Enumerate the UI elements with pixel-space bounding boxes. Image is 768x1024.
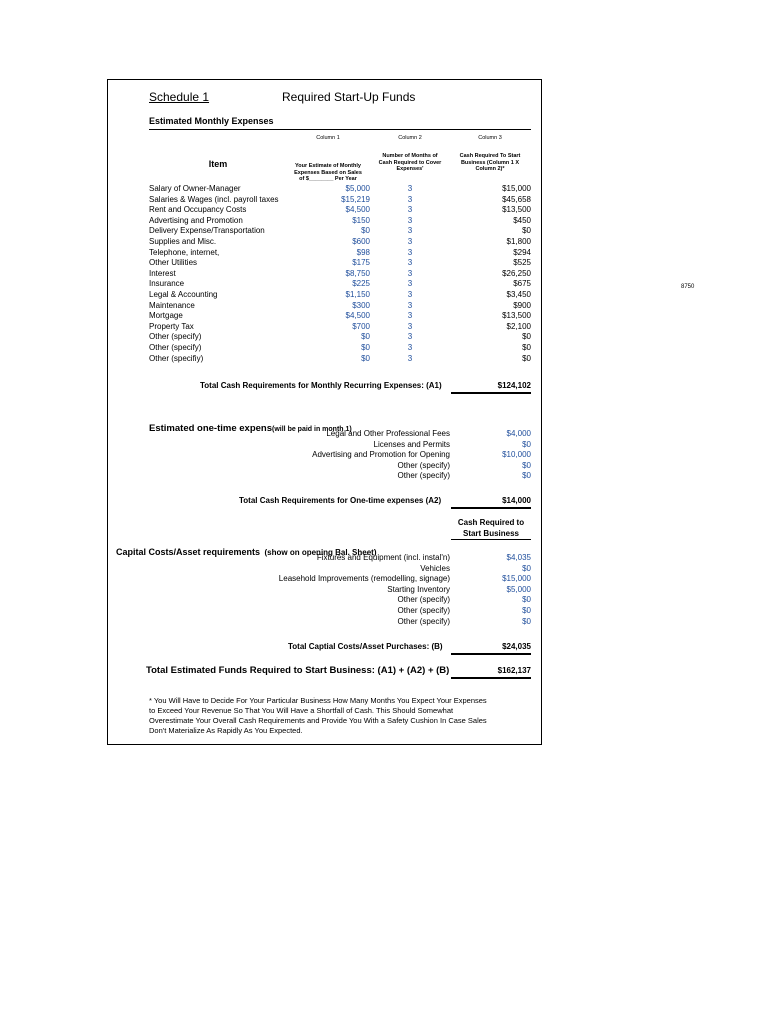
onetime-expense-row: [108, 471, 543, 482]
cash-required-value: $13,500: [502, 205, 531, 215]
footnote-line: * You Will Have to Decide For Your Particular Business How Many Months You Expect Your Expenses: [149, 696, 487, 705]
section-monthly-label: Estimated Monthly Expenses: [149, 116, 274, 126]
months-value: 3: [407, 226, 413, 236]
monthly-expense-row: [108, 290, 543, 301]
line-item-value: $15,000: [502, 574, 531, 584]
monthly-estimate-value: $0: [361, 226, 370, 236]
line-item-label: Other (specify): [397, 616, 450, 626]
expense-item-label: Other (specifiy): [149, 353, 204, 363]
months-value: 3: [407, 215, 413, 225]
c1-desc-line: Expenses Based on Sales: [294, 169, 362, 176]
months-value: 3: [407, 268, 413, 278]
monthly-expense-row: [108, 301, 543, 312]
monthly-estimate-value: $150: [352, 215, 370, 225]
cash-required-value: $675: [513, 279, 531, 289]
capital-cost-row: [108, 606, 543, 617]
capital-column-heading: [451, 518, 531, 540]
expense-item-label: Other Utilities: [149, 258, 198, 268]
expense-item-label: Supplies and Misc.: [149, 237, 217, 246]
footnote-line: to Exceed Your Revenue So That You Will Have a Shortfall of Cash. This Should Somewhat: [149, 706, 454, 715]
c1-desc-line: of $________ Per Year: [299, 176, 357, 182]
line-item-label: Other (specify): [397, 595, 450, 605]
monthly-estimate-value: $15,219: [341, 194, 370, 204]
line-item-label: Starting Inventory: [387, 584, 450, 594]
months-value: 3: [407, 353, 413, 363]
monthly-expense-row: [108, 248, 543, 259]
total-capital-label: Total Captial Costs/Asset Purchases: (B): [288, 642, 443, 651]
column-3-heading: Column 3: [478, 135, 502, 141]
c2-desc-line: Expenses': [396, 166, 424, 172]
cash-required-value: $0: [522, 332, 531, 342]
expense-item-label: Mortgage: [149, 311, 183, 321]
months-value: 3: [407, 279, 413, 289]
c2-desc-line: Cash Required to Cover: [378, 159, 442, 166]
expense-item-label: Legal & Accounting: [149, 290, 218, 299]
capital-cost-row: [108, 617, 543, 628]
grand-total-value: $162,137: [451, 666, 531, 679]
monthly-estimate-value: $300: [352, 300, 370, 310]
months-value: 3: [407, 258, 413, 268]
line-item-value: $0: [522, 439, 531, 449]
monthly-estimate-value: $4,500: [345, 205, 370, 215]
line-item-value: $0: [522, 563, 531, 573]
grand-total-label: Total Estimated Funds Required to Start Business: (A1) + (A2) + (B): [146, 665, 450, 676]
monthly-estimate-value: $4,500: [345, 311, 370, 321]
total-onetime-label: Total Cash Requirements for One-time expenses (A2): [239, 496, 442, 505]
line-item-label: Other (specify): [397, 460, 450, 470]
section-monthly-title: [149, 116, 531, 130]
expense-item-label: Insurance: [149, 279, 185, 289]
item-heading: Item: [208, 159, 228, 169]
monthly-estimate-value: $175: [352, 258, 370, 268]
expense-item-label: Salaries & Wages (incl. payroll taxes: [149, 194, 279, 204]
monthly-expense-row: [108, 343, 543, 354]
monthly-estimate-value: $600: [352, 237, 370, 246]
cash-required-value: $3,450: [506, 290, 531, 299]
monthly-expense-row: [108, 216, 543, 227]
expense-item-label: Other (specify): [149, 343, 202, 352]
c2-desc-line: Number of Months of: [382, 153, 438, 159]
monthly-estimate-value: $0: [361, 353, 370, 363]
months-value: 3: [407, 290, 413, 299]
cash-required-value: $45,658: [502, 194, 531, 204]
months-value: 3: [407, 194, 413, 204]
monthly-expense-row: [108, 279, 543, 290]
monthly-expense-row: [108, 332, 543, 343]
expense-item-label: Other (specify): [149, 332, 202, 342]
cash-required-value: $2,100: [506, 321, 531, 331]
line-item-value: $0: [522, 595, 531, 605]
capital-cost-row: [108, 564, 543, 575]
monthly-expense-row: [108, 226, 543, 237]
expense-item-label: Rent and Occupancy Costs: [149, 205, 247, 215]
monthly-estimate-value: $0: [361, 332, 370, 342]
monthly-estimate-value: $98: [356, 247, 370, 257]
total-monthly-label: Total Cash Requirements for Monthly Recurring Expenses: (A1): [200, 381, 442, 390]
monthly-estimate-value: $8,750: [345, 268, 370, 278]
expense-item-label: Salary of Owner-Manager: [149, 184, 241, 193]
capital-head-line: Start Business: [451, 529, 531, 541]
onetime-title-main: Estimated one-time expens: [149, 423, 273, 434]
cash-required-value: $294: [513, 247, 531, 257]
cash-required-value: $900: [513, 300, 531, 310]
total-onetime-value: $14,000: [451, 496, 531, 509]
line-item-value: $0: [522, 606, 531, 615]
months-value: 3: [407, 237, 413, 246]
monthly-estimate-value: $700: [352, 321, 370, 331]
line-item-label: Vehicles: [420, 563, 450, 573]
monthly-expense-row: [108, 184, 543, 195]
cash-required-value: $0: [522, 343, 531, 352]
column-2-description: [370, 153, 450, 173]
spreadsheet-page: [107, 79, 542, 745]
line-item-value: $4,035: [506, 553, 531, 562]
capital-title-main: Capital Costs/Asset requirements: [116, 547, 261, 557]
line-item-label: Fixtures and Equipment (incl. instal'n): [316, 553, 450, 562]
expense-item-label: Maintenance: [149, 300, 195, 310]
capital-cost-row: [108, 595, 543, 606]
total-monthly-value: $124,102: [451, 381, 531, 394]
line-item-value: $0: [522, 460, 531, 470]
line-item-label: Other (specify): [397, 471, 450, 481]
cash-required-value: $15,000: [502, 184, 531, 193]
monthly-expense-row: [108, 195, 543, 206]
footnote: [149, 696, 487, 736]
cash-required-value: $13,500: [502, 311, 531, 321]
cash-required-value: $26,250: [502, 268, 531, 278]
line-item-value: $10,000: [502, 450, 531, 460]
cash-required-value: $525: [513, 258, 531, 268]
monthly-expense-row: [108, 311, 543, 322]
cash-required-value: $450: [513, 215, 531, 225]
monthly-estimate-value: $225: [352, 279, 370, 289]
expense-item-label: Advertising and Promotion: [149, 215, 243, 225]
months-value: 3: [407, 205, 413, 215]
total-capital-value: $24,035: [451, 642, 531, 655]
column-1-heading: Column 1: [316, 135, 340, 141]
line-item-value: $0: [522, 471, 531, 481]
c1-desc-line: Your Estimate of Monthly: [295, 163, 361, 169]
page-title: Required Start-Up Funds: [282, 90, 416, 104]
monthly-expense-row: [108, 269, 543, 280]
line-item-label: Leasehold Improvements (remodelling, signage): [278, 574, 450, 584]
line-item-label: Other (specify): [397, 606, 450, 615]
monthly-expense-row: [108, 354, 543, 365]
footnote-line: Don't Materialize As Rapidly As You Expected.: [149, 726, 303, 735]
capital-cost-row: [108, 585, 543, 596]
cash-required-value: $0: [522, 226, 531, 236]
line-item-value: $5,000: [506, 584, 531, 594]
cash-required-value: $0: [522, 353, 531, 363]
onetime-expense-row: [108, 440, 543, 451]
line-item-value: $0: [522, 616, 531, 626]
line-item-label: Legal and Other Professional Fees: [326, 429, 450, 438]
monthly-estimate-value: $0: [361, 343, 370, 352]
onetime-expense-row: [108, 429, 543, 440]
expense-item-label: Interest: [149, 268, 176, 278]
onetime-title-sub: (will be paid in month 1): [272, 426, 352, 433]
capital-cost-row: [108, 574, 543, 585]
c3-desc-line: Business (Column 1 X: [460, 159, 520, 166]
monthly-expense-row: [108, 322, 543, 333]
footnote-line: Overestimate Your Overall Cash Requirements and Provide You With a Safety Cushion In Case Sales: [149, 716, 487, 725]
expense-item-label: Property Tax: [149, 321, 194, 331]
c3-desc-line: Cash Required To Start: [459, 153, 521, 159]
monthly-expense-row: [108, 237, 543, 248]
c3-desc-line: Column 2)*: [475, 166, 505, 172]
line-item-label: Licenses and Permits: [373, 439, 450, 449]
schedule-label: Schedule 1: [149, 90, 210, 104]
side-note: 8750: [681, 284, 695, 290]
column-3-description: [448, 153, 532, 173]
line-item-label: Advertising and Promotion for Opening: [312, 450, 450, 460]
monthly-expense-row: [108, 258, 543, 269]
onetime-expense-row: [108, 461, 543, 472]
months-value: 3: [407, 343, 413, 352]
cash-required-value: $1,800: [506, 237, 531, 246]
column-2-heading: Column 2: [398, 135, 422, 141]
capital-cost-row: [108, 553, 543, 564]
expense-item-label: Delivery Expense/Transportation: [149, 226, 265, 236]
capital-title-sub: (show on opening Bal. Sheet): [264, 548, 377, 557]
months-value: 3: [407, 184, 413, 193]
onetime-expense-row: [108, 450, 543, 461]
months-value: 3: [407, 311, 413, 321]
monthly-estimate-value: $1,150: [345, 290, 370, 299]
monthly-estimate-value: $5,000: [345, 184, 370, 193]
months-value: 3: [407, 321, 413, 331]
months-value: 3: [407, 300, 413, 310]
column-1-description: [283, 163, 373, 183]
line-item-value: $4,000: [506, 429, 531, 438]
months-value: 3: [407, 247, 413, 257]
capital-head-line: Cash Required to: [457, 518, 525, 527]
months-value: 3: [407, 332, 413, 342]
monthly-expense-row: [108, 205, 543, 216]
expense-item-label: Telephone, internet,: [149, 247, 220, 257]
